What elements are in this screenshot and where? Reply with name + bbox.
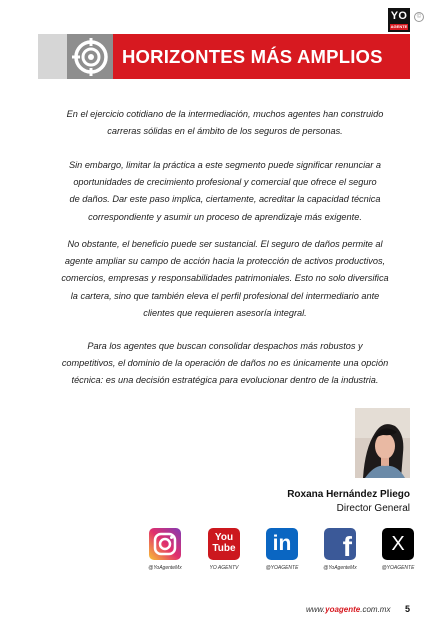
author-role: Director General bbox=[336, 503, 410, 514]
target-icon bbox=[72, 38, 110, 76]
paragraph-line: técnica: es una decisión estratégica para evolucionar dentro de la industria. bbox=[71, 375, 379, 386]
x-icon[interactable] bbox=[382, 528, 414, 560]
social-instagram[interactable] bbox=[145, 528, 185, 571]
paragraph-4 bbox=[30, 338, 420, 390]
youtube-text-you: You bbox=[214, 532, 234, 543]
page-title: HORIZONTES MÁS AMPLIOS bbox=[122, 46, 383, 67]
youtube-text-tube: Tube bbox=[212, 543, 236, 554]
social-facebook[interactable] bbox=[320, 528, 360, 571]
paragraph-line: oportunidades de crecimiento profesional y comercial que ofrece el seguro bbox=[73, 177, 377, 188]
footer-url[interactable] bbox=[306, 605, 390, 614]
paragraph-line: agente ampliar su campo de acción hacia la protección de activos productivos, bbox=[64, 256, 386, 267]
author-name: Roxana Hernández Pliego bbox=[287, 489, 410, 500]
paragraph-2 bbox=[30, 157, 420, 226]
paragraph-line: En el ejercicio cotidiano de la intermediación, muchos agentes han construido bbox=[66, 109, 384, 119]
paragraph-line: Para los agentes que buscan consolidar despachos más robustos y bbox=[87, 341, 363, 351]
linkedin-icon[interactable] bbox=[266, 528, 298, 560]
social-handle: @YOAGENTE bbox=[381, 565, 415, 571]
paragraph-3 bbox=[30, 236, 420, 322]
url-brand: yoagente bbox=[325, 605, 361, 614]
social-linkedin[interactable] bbox=[262, 528, 302, 571]
author-photo bbox=[355, 408, 410, 478]
paragraph-line: correspondiente y asumir un proceso de aprendizaje más exigente. bbox=[88, 211, 362, 222]
paragraph-line: Sin embargo, limitar la práctica a este segmento puede significar renunciar a bbox=[68, 160, 382, 170]
social-x[interactable] bbox=[378, 528, 418, 571]
url-prefix: www. bbox=[306, 605, 326, 614]
paragraph-line: comercios, empresas y responsabilidades patrimoniales. Esto no solo diversifica bbox=[61, 273, 389, 284]
logo-sub-text: AGENTE bbox=[390, 24, 408, 29]
paragraph-line: carreras sólidas en el ámbito de los seguros de personas. bbox=[107, 126, 343, 137]
social-handle: @YOAGENTE bbox=[265, 565, 299, 571]
social-youtube[interactable] bbox=[204, 528, 244, 571]
paragraph-1 bbox=[30, 106, 420, 140]
logo-main-text: YO bbox=[390, 10, 408, 22]
facebook-text: f bbox=[342, 531, 352, 560]
paragraph-line: clientes que requieren asesoría integral. bbox=[143, 307, 307, 318]
social-handle: YO AGENTV bbox=[209, 565, 239, 571]
facebook-icon[interactable] bbox=[324, 528, 356, 560]
page-number: 5 bbox=[405, 604, 411, 614]
brand-logo[interactable] bbox=[388, 8, 410, 32]
paragraph-line: competitivos, el dominio de la operación de daños no es únicamente una opción bbox=[61, 358, 389, 369]
social-handle: @YoAgenteMx bbox=[323, 565, 357, 571]
youtube-icon[interactable] bbox=[208, 528, 240, 560]
paragraph-line: la cartera, sino que también eleva el perfil profesional del intermediario ante bbox=[70, 290, 380, 301]
paragraph-line: de daños. Dar este paso implica, ciertamente, acreditar la capacidad técnica bbox=[69, 194, 381, 205]
x-text: X bbox=[391, 533, 405, 555]
copyright-icon: © bbox=[414, 12, 424, 22]
instagram-icon[interactable] bbox=[149, 528, 181, 560]
paragraph-line: No obstante, el beneficio puede ser sustancial. El seguro de daños permite al bbox=[67, 239, 383, 249]
linkedin-text: in bbox=[272, 532, 292, 555]
social-handle: @YoAgenteMx bbox=[148, 565, 182, 571]
url-suffix: .com.mx bbox=[360, 605, 391, 614]
